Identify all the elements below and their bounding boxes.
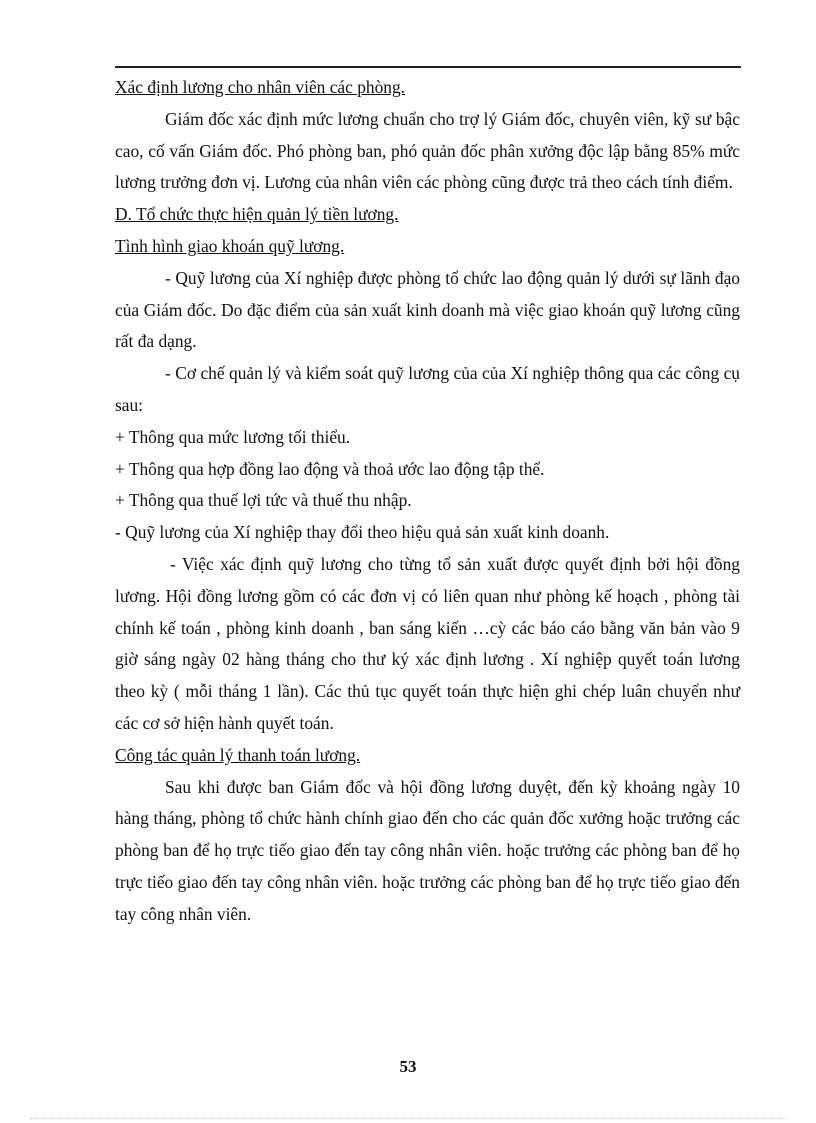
paragraph-fund-managed: - Quỹ lương của Xí nghiệp được phòng tổ chức lao động quản lý dưới sự lãnh đạo của Giám đốc. Do đặc điểm của sản xuất kinh doanh mà việc giao khoán quỹ lương cũng rất đa dạng.	[115, 267, 740, 352]
tool-item-minimum-wage: + Thông qua mức lương tối thiểu.	[115, 426, 351, 447]
page-number: 53	[399, 1057, 417, 1076]
paragraph-payment: Sau khi được ban Giám đốc và hội đồng lương duyệt, đến kỳ khoảng ngày 10 hàng tháng, phòng tổ chức hành chính giao đến cho các quản đốc xưởng hoặc trưởng các phòng ban để họ trực tiếo giao đến tay công nhân viên. hoặc trưởng các phòng ban để họ trực tiếo giao đến tay công nhân viên. hoặc trưởng các phòng ban để họ trực tiếo giao đến tay công nhân viên.	[115, 776, 740, 924]
footer-dotted-rule	[30, 1118, 786, 1119]
paragraph-salary-staff: Giám đốc xác định mức lương chuẩn cho trợ lý Giám đốc, chuyên viên, kỹ sư bậc cao, cố vấn Giám đốc. Phó phòng ban, phó quản đốc phân xưởng độc lập bằng 85% mức lương trưởng đơn vị. Lương của nhân viên các phòng cũng được trả theo cách tính điểm.	[115, 108, 740, 193]
header-rule	[115, 66, 741, 68]
heading-fund-allocation: Tình hình giao khoán quỹ lương.	[115, 235, 345, 256]
heading-section-d: D. Tổ chức thực hiện quản lý tiền lương.	[115, 204, 399, 225]
paragraph-council: - Việc xác định quỹ lương cho từng tổ sản xuất được quyết định bởi hội đồng lương. Hội đồng lương gồm có các đơn vị có liên quan như phòng kế hoạch , phòng tài chính kế toán , phòng kinh doanh , ban sáng kiến …cỳ các báo cáo bằng văn bản vào 9 giờ sáng ngày 02 hàng tháng cho thư ký xác định lương . Xí nghiệp quyết toán lương theo kỳ ( mỗi tháng 1 lần). Các thủ tục quyết toán thực hiện ghi chép luân chuyển như các cơ sở hiện hành quyết toán.	[115, 553, 740, 733]
tool-item-tax: + Thông qua thuế lợi tức và thuế thu nhập.	[115, 490, 412, 511]
heading-payment: Công tác quản lý thanh toán lương.	[115, 744, 361, 765]
paragraph-fund-changes: - Quỹ lương của Xí nghiệp thay đổi theo hiệu quả sản xuất kinh doanh.	[115, 522, 610, 543]
tool-item-labor-contract: + Thông qua hợp đồng lao động và thoả ước lao động tập thể.	[115, 458, 545, 479]
paragraph-mechanism: - Cơ chế quản lý và kiểm soát quỹ lương của của Xí nghiệp thông qua các công cụ sau:	[115, 363, 740, 415]
heading-salary-staff: Xác định lương cho nhân viên các phòng.	[115, 77, 406, 97]
page-body	[115, 72, 740, 931]
